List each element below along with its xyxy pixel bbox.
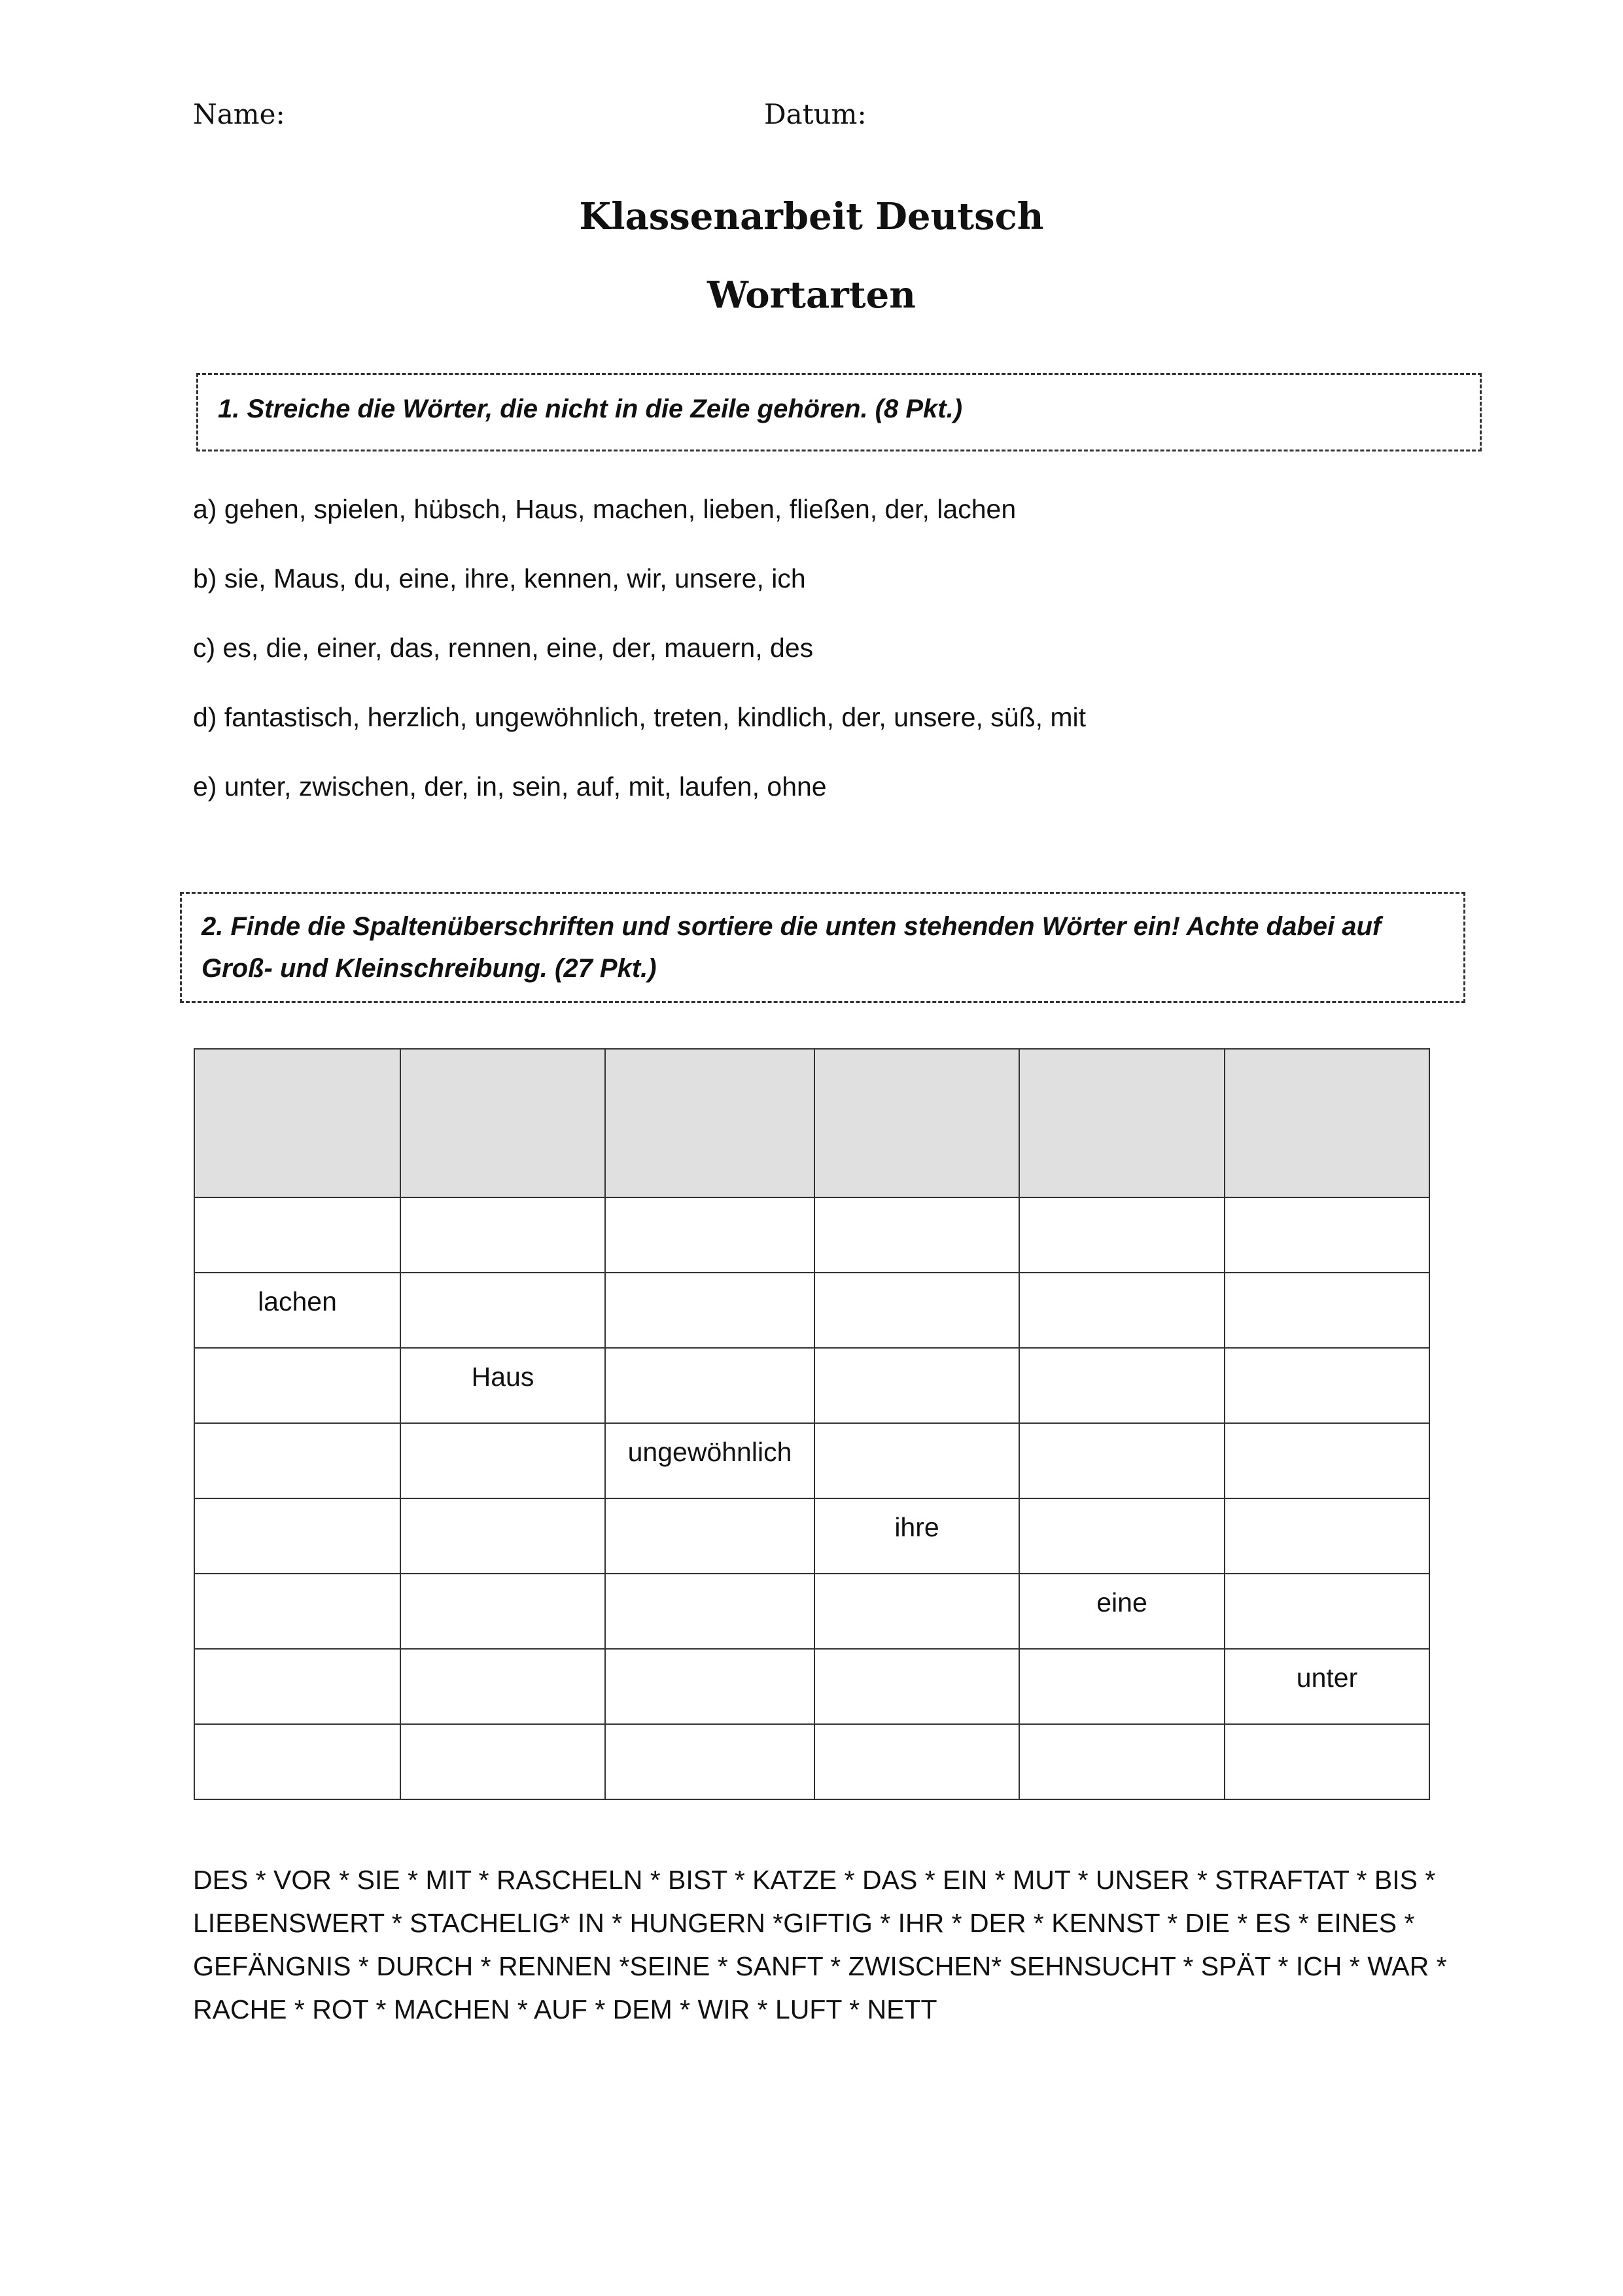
table-cell-text: [1225, 1198, 1429, 1211]
page-title: Klassenarbeit Deutsch: [579, 195, 1044, 238]
table-cell-text: [815, 1198, 1019, 1211]
table-cell-text: [1225, 1349, 1429, 1362]
date-label: Datum:: [764, 98, 867, 130]
table-cell[interactable]: [814, 1197, 1019, 1273]
table-cell-text: [401, 1725, 604, 1738]
table-cell[interactable]: [1019, 1498, 1225, 1574]
table-cell-text: [195, 1198, 400, 1211]
table-cell-text: [401, 1273, 604, 1286]
table-cell[interactable]: [400, 1649, 605, 1724]
table-cell-text: [1020, 1424, 1224, 1437]
column-header-text: [815, 1050, 1019, 1063]
table-cell-text: eine: [1096, 1587, 1147, 1617]
table-cell[interactable]: [814, 1273, 1019, 1348]
table-cell-text: [1020, 1650, 1224, 1663]
table-cell-text: [1225, 1574, 1429, 1587]
task2-instruction-line2: Groß- und Kleinschreibung. (27 Pkt.): [201, 954, 657, 983]
task1-row-d: d) fantastisch, herzlich, ungewöhnlich, treten, kindlich, der, unsere, süß, mit: [193, 702, 1087, 732]
column-header-text: [401, 1050, 604, 1063]
table-cell[interactable]: [605, 1348, 814, 1423]
table-cell[interactable]: [1225, 1498, 1429, 1574]
table-cell-text: [195, 1650, 400, 1663]
word-pool: [193, 1858, 1488, 2031]
table-cell[interactable]: [1225, 1649, 1429, 1724]
table-cell-text: [1225, 1499, 1429, 1512]
table-cell-text: ungewöhnlich: [627, 1437, 792, 1467]
column-header-cell[interactable]: [1019, 1049, 1225, 1197]
table-cell-text: [1225, 1424, 1429, 1437]
table-cell-text: [195, 1725, 400, 1738]
table-cell[interactable]: [1019, 1348, 1225, 1423]
table-cell-text: [195, 1349, 400, 1362]
table-cell-text: [606, 1499, 814, 1512]
table-cell-text: [401, 1574, 604, 1587]
word-pool-line: LIEBENSWERT * STACHELIG* IN * HUNGERN *GIFTIG * IHR * DER * KENNST * DIE * ES * EINES *: [193, 1908, 1415, 1938]
table-cell-text: [1020, 1349, 1224, 1362]
table-cell-text: [606, 1349, 814, 1362]
column-header-cell[interactable]: [814, 1049, 1019, 1197]
table-cell-text: [1020, 1499, 1224, 1512]
table-cell-text: [815, 1273, 1019, 1286]
table-cell[interactable]: [1019, 1649, 1225, 1724]
table-cell[interactable]: [814, 1574, 1019, 1649]
table-cell[interactable]: [400, 1348, 605, 1423]
table-row: [194, 1273, 1429, 1348]
table-cell-text: [1020, 1725, 1224, 1738]
table-cell[interactable]: [194, 1423, 400, 1498]
table-cell[interactable]: [814, 1348, 1019, 1423]
table-row: [194, 1197, 1429, 1273]
table-cell[interactable]: [605, 1273, 814, 1348]
table-cell[interactable]: [194, 1649, 400, 1724]
table-cell[interactable]: [814, 1724, 1019, 1799]
table-cell[interactable]: [194, 1348, 400, 1423]
table-cell[interactable]: [400, 1423, 605, 1498]
column-header-cell[interactable]: [605, 1049, 814, 1197]
table-row: [194, 1724, 1429, 1799]
table-cell-text: [815, 1650, 1019, 1663]
table-cell[interactable]: [605, 1423, 814, 1498]
table-cell-text: [195, 1499, 400, 1512]
column-header-cell[interactable]: [194, 1049, 400, 1197]
table-cell-text: [401, 1650, 604, 1663]
table-cell-text: [606, 1574, 814, 1587]
table-cell-text: [606, 1198, 814, 1211]
table-cell-text: [1020, 1273, 1224, 1286]
table-row: [194, 1649, 1429, 1724]
table-cell-text: [606, 1273, 814, 1286]
task1-row-a: a) gehen, spielen, hübsch, Haus, machen, lieben, fließen, der, lachen: [193, 494, 1017, 524]
table-cell-text: [606, 1725, 814, 1738]
task2-instruction-box: [180, 892, 1465, 1003]
table-cell[interactable]: [1019, 1724, 1225, 1799]
table-header-row: [194, 1049, 1429, 1197]
word-pool-line: GEFÄNGNIS * DURCH * RENNEN *SEINE * SANFT * ZWISCHEN* SEHNSUCHT * SPÄT * ICH * WAR *: [193, 1951, 1447, 1981]
table-cell[interactable]: [1225, 1197, 1429, 1273]
word-pool-line: DES * VOR * SIE * MIT * RASCHELN * BIST * KATZE * DAS * EIN * MUT * UNSER * STRAFTAT * BIS *: [193, 1865, 1436, 1895]
table-cell-text: [815, 1424, 1019, 1437]
table-cell[interactable]: [194, 1498, 400, 1574]
table-cell[interactable]: [1225, 1348, 1429, 1423]
table-cell[interactable]: [194, 1197, 400, 1273]
table-cell[interactable]: [605, 1498, 814, 1574]
table-cell-text: [815, 1725, 1019, 1738]
table-cell[interactable]: [1225, 1423, 1429, 1498]
table-cell[interactable]: [1019, 1574, 1225, 1649]
table-cell[interactable]: [400, 1724, 605, 1799]
table-row: [194, 1423, 1429, 1498]
task1-row-e: e) unter, zwischen, der, in, sein, auf, mit, laufen, ohne: [193, 771, 827, 802]
table-cell-text: ihre: [894, 1512, 939, 1542]
column-header-cell[interactable]: [1225, 1049, 1429, 1197]
task1-row-c: c) es, die, einer, das, rennen, eine, der, mauern, des: [193, 633, 814, 663]
table-cell[interactable]: [814, 1423, 1019, 1498]
table-cell[interactable]: [400, 1498, 605, 1574]
table-cell[interactable]: [1225, 1273, 1429, 1348]
table-cell[interactable]: [1225, 1574, 1429, 1649]
table-cell-text: [195, 1574, 400, 1587]
table-cell[interactable]: [605, 1574, 814, 1649]
table-row: [194, 1574, 1429, 1649]
table-cell[interactable]: [1019, 1197, 1225, 1273]
task1-instruction: 1. Streiche die Wörter, die nicht in die Zeile gehören. (8 Pkt.): [218, 395, 963, 423]
table-cell[interactable]: [605, 1197, 814, 1273]
table-cell[interactable]: [400, 1273, 605, 1348]
table-cell[interactable]: [605, 1724, 814, 1799]
table-cell-text: [1225, 1725, 1429, 1738]
table-cell-text: lachen: [258, 1286, 337, 1316]
table-row: [194, 1498, 1429, 1574]
table-cell-text: [815, 1574, 1019, 1587]
table-cell-text: [1020, 1198, 1224, 1211]
name-label: Name:: [193, 98, 285, 130]
table-cell-text: [606, 1650, 814, 1663]
table-cell[interactable]: [1019, 1423, 1225, 1498]
task2-instruction-line1: 2. Finde die Spaltenüberschriften und sortiere die unten stehenden Wörter ein! Achte dabei auf: [201, 912, 1382, 941]
table-cell[interactable]: [814, 1649, 1019, 1724]
column-header-text: [606, 1050, 814, 1063]
column-header-cell[interactable]: [400, 1049, 605, 1197]
table-cell-text: Haus: [471, 1362, 534, 1392]
table-cell[interactable]: [814, 1498, 1019, 1574]
table-cell[interactable]: [194, 1724, 400, 1799]
table-cell-text: [1225, 1273, 1429, 1286]
table-cell[interactable]: [1019, 1273, 1225, 1348]
table-cell[interactable]: [194, 1574, 400, 1649]
table-cell-text: [401, 1499, 604, 1512]
task1-row-b: b) sie, Maus, du, eine, ihre, kennen, wir, unsere, ich: [193, 563, 806, 593]
sorting-table: [194, 1048, 1430, 1800]
table-cell-text: [815, 1349, 1019, 1362]
table-cell-text: [401, 1424, 604, 1437]
table-row: [194, 1348, 1429, 1423]
table-cell-text: [195, 1424, 400, 1437]
table-cell-text: unter: [1296, 1663, 1358, 1693]
table-cell-text: [401, 1198, 604, 1211]
column-header-text: [195, 1050, 400, 1063]
page-subtitle: Wortarten: [707, 274, 916, 317]
word-pool-line: RACHE * ROT * MACHEN * AUF * DEM * WIR * LUFT * NETT: [193, 1994, 937, 2024]
table-cell[interactable]: [194, 1273, 400, 1348]
column-header-text: [1020, 1050, 1224, 1063]
column-header-text: [1225, 1050, 1429, 1063]
table-cell[interactable]: [400, 1574, 605, 1649]
table-cell[interactable]: [1225, 1724, 1429, 1799]
table-cell[interactable]: [605, 1649, 814, 1724]
task1-instruction-box: [196, 373, 1482, 451]
table-cell[interactable]: [400, 1197, 605, 1273]
